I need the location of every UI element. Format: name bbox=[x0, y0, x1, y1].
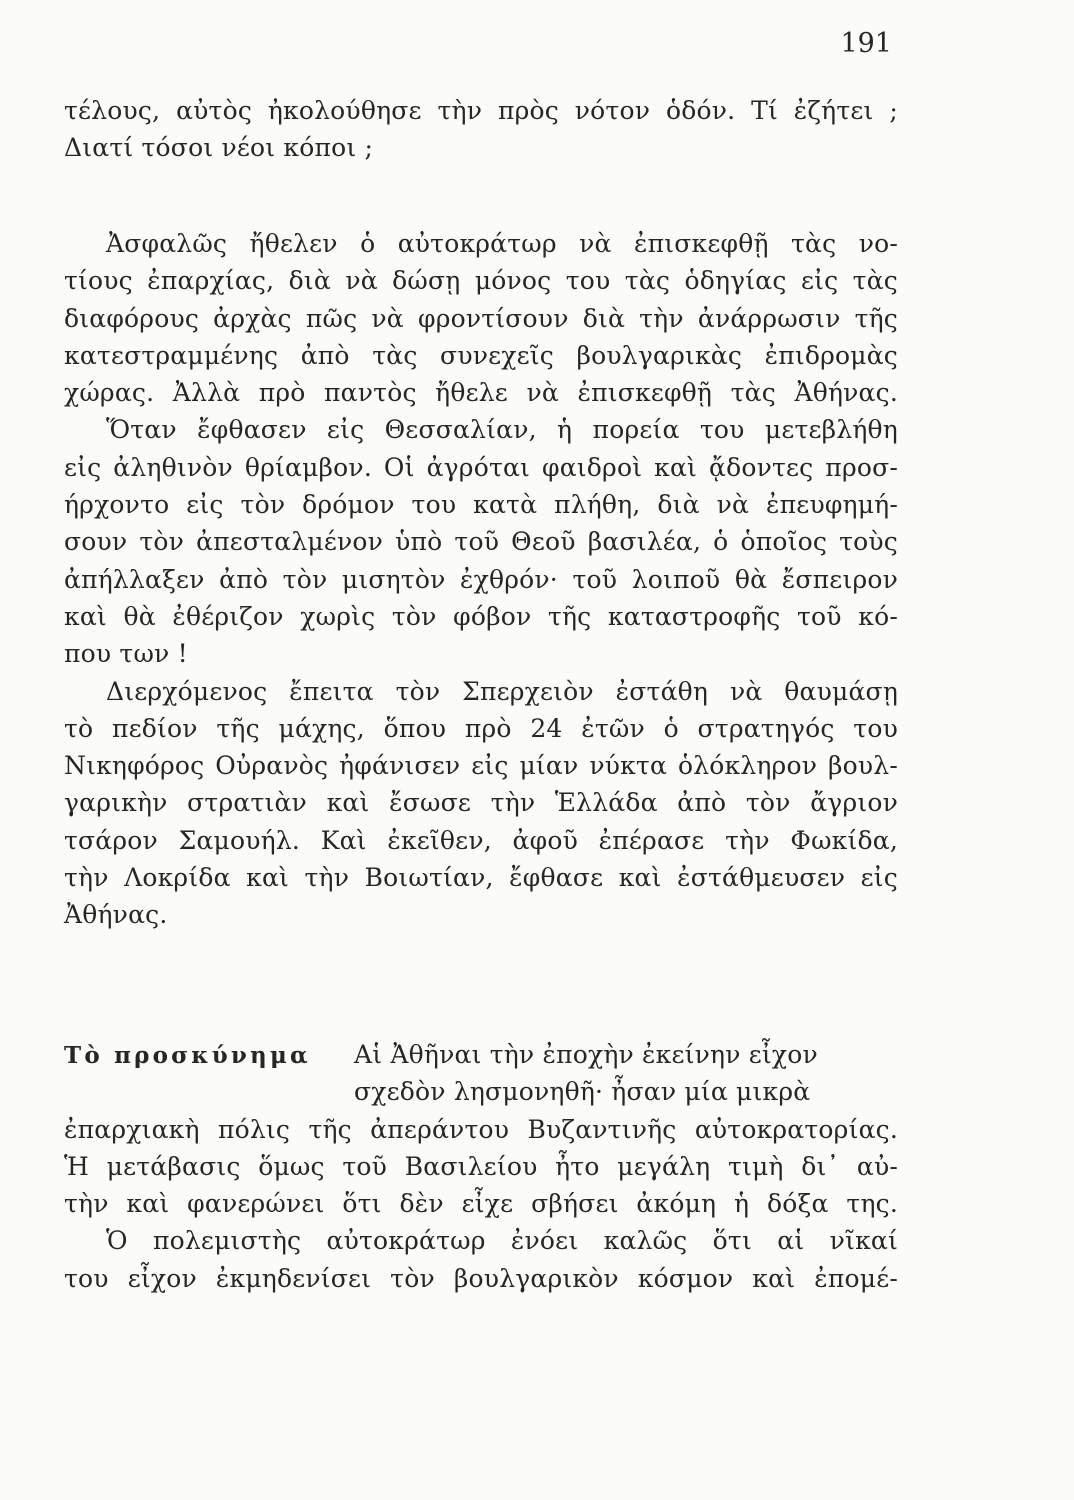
section-heading: Τὸ προσκύνημα bbox=[64, 1042, 311, 1069]
text-line: τέλους, αὐτὸς ἠκολούθησε τὴν πρὸς νότον ὁδόν. Τί ἐζήτει ; bbox=[64, 96, 898, 125]
paragraph-intro bbox=[64, 92, 898, 167]
text-line: ἐπαρχιακὴ πόλις τῆς ἀπεράντου Βυζαντινῆς αὐτοκρατορίας. bbox=[64, 1114, 898, 1144]
text-line: κατεστραμμένης ἀπὸ τὰς συνεχεῖς βουλγαρικὰς ἐπιδρομὰς bbox=[64, 340, 898, 370]
text-line-body: Αἱ Ἀθῆναι τὴν ἐποχὴν ἐκείνην εἶχον bbox=[354, 1040, 818, 1069]
text-line: Διατί τόσοι νέοι κόποι ; bbox=[64, 133, 374, 163]
text-line: τίους ἐπαρχίας, διὰ νὰ δώσῃ μόνος του τὰς ὁδηγίας εἰς τὰς bbox=[64, 266, 898, 296]
text-line: Διερχόμενος ἔπειτα τὸν Σπερχειὸν ἐστάθη νὰ θαυμάσῃ bbox=[106, 676, 898, 706]
text-line: ἀπήλλαξεν ἀπὸ τὸν μισητὸν ἐχθρόν· τοῦ λοιποῦ θὰ ἔσπειρον bbox=[64, 564, 898, 594]
text-line: Ἀσφαλῶς ἤθελεν ὁ αὐτοκράτωρ νὰ ἐπισκεφθῇ τὰς νο- bbox=[106, 229, 898, 258]
text-line: τὴν Λοκρίδα καὶ τὴν Βοιωτίαν, ἔφθασε καὶ ἐστάθμευσεν εἰς bbox=[64, 863, 898, 893]
text-line: τσάρον Σαμουήλ. Καὶ ἐκεῖθεν, ἀφοῦ ἐπέρασε τὴν Φωκίδα, bbox=[64, 825, 898, 855]
text-line: Ὅταν ἔφθασεν εἰς Θεσσαλίαν, ἡ πορεία του μετεβλήθη bbox=[106, 415, 898, 445]
paragraph-journey bbox=[64, 225, 898, 934]
text-line: Ἡ μετάβασις ὅμως τοῦ Βασιλείου ἦτο μεγάλη τιμὴ δι᾽ αὐ- bbox=[64, 1151, 898, 1181]
text-line bbox=[64, 1036, 898, 1073]
section-pilgrimage bbox=[64, 1036, 898, 1297]
text-line: Ἀθήνας. bbox=[64, 900, 168, 930]
text-line: καὶ θὰ ἐθέριζον χωρὶς τὸν φόβον τῆς καταστροφῆς τοῦ κό- bbox=[64, 601, 898, 631]
text-line: τὴν καὶ φανερώνει ὅτι δὲν εἶχε σβήσει ἀκόμη ἡ δόξα της. bbox=[64, 1189, 898, 1219]
text-line: χώρας. Ἀλλὰ πρὸ παντὸς ἤθελε νὰ ἐπισκεφθῇ τὰς Ἀθήνας. bbox=[64, 378, 898, 408]
text-line: Νικηφόρος Οὐρανὸς ἠφάνισεν εἰς μίαν νύκτα ὁλόκληρον βουλ- bbox=[64, 751, 898, 781]
text-line: γαρικὴν στρατιὰν καὶ ἔσωσε τὴν Ἑλλάδα ἀπὸ τὸν ἄγριον bbox=[64, 788, 898, 818]
text-line: σχεδὸν λησμονηθῆ· ἦσαν μία μικρὰ bbox=[354, 1077, 811, 1107]
text-line: που των ! bbox=[64, 639, 188, 669]
text-line: τὸ πεδίον τῆς μάχης, ὅπου πρὸ 24 ἐτῶν ὁ στρατηγός του bbox=[64, 713, 898, 743]
text-line: Ὁ πολεμιστὴς αὐτοκράτωρ ἐνόει καλῶς ὅτι αἱ νῖκαί bbox=[106, 1226, 898, 1256]
text-line: σουν τὸν ἀπεσταλμένον ὑπὸ τοῦ Θεοῦ βασιλέα, ὁ ὁποῖος τοὺς bbox=[64, 527, 898, 557]
page-number: 191 bbox=[840, 28, 892, 59]
text-line: ήρχοντο εἰς τὸν δρόμον του κατὰ πλήθη, διὰ νὰ ἐπευφημή- bbox=[64, 490, 898, 520]
text-line: του εἶχον ἐκμηδενίσει τὸν βουλγαρικὸν κόσμον καὶ ἐπομέ- bbox=[64, 1263, 898, 1293]
text-line: εἰς ἀληθινὸν θρίαμβον. Οἱ ἀγρόται φαιδροὶ καὶ ᾄδοντες προσ- bbox=[64, 452, 898, 482]
text-line: διαφόρους ἀρχὰς πῶς νὰ φροντίσουν διὰ τὴν ἀνάρρωσιν τῆς bbox=[64, 303, 898, 333]
